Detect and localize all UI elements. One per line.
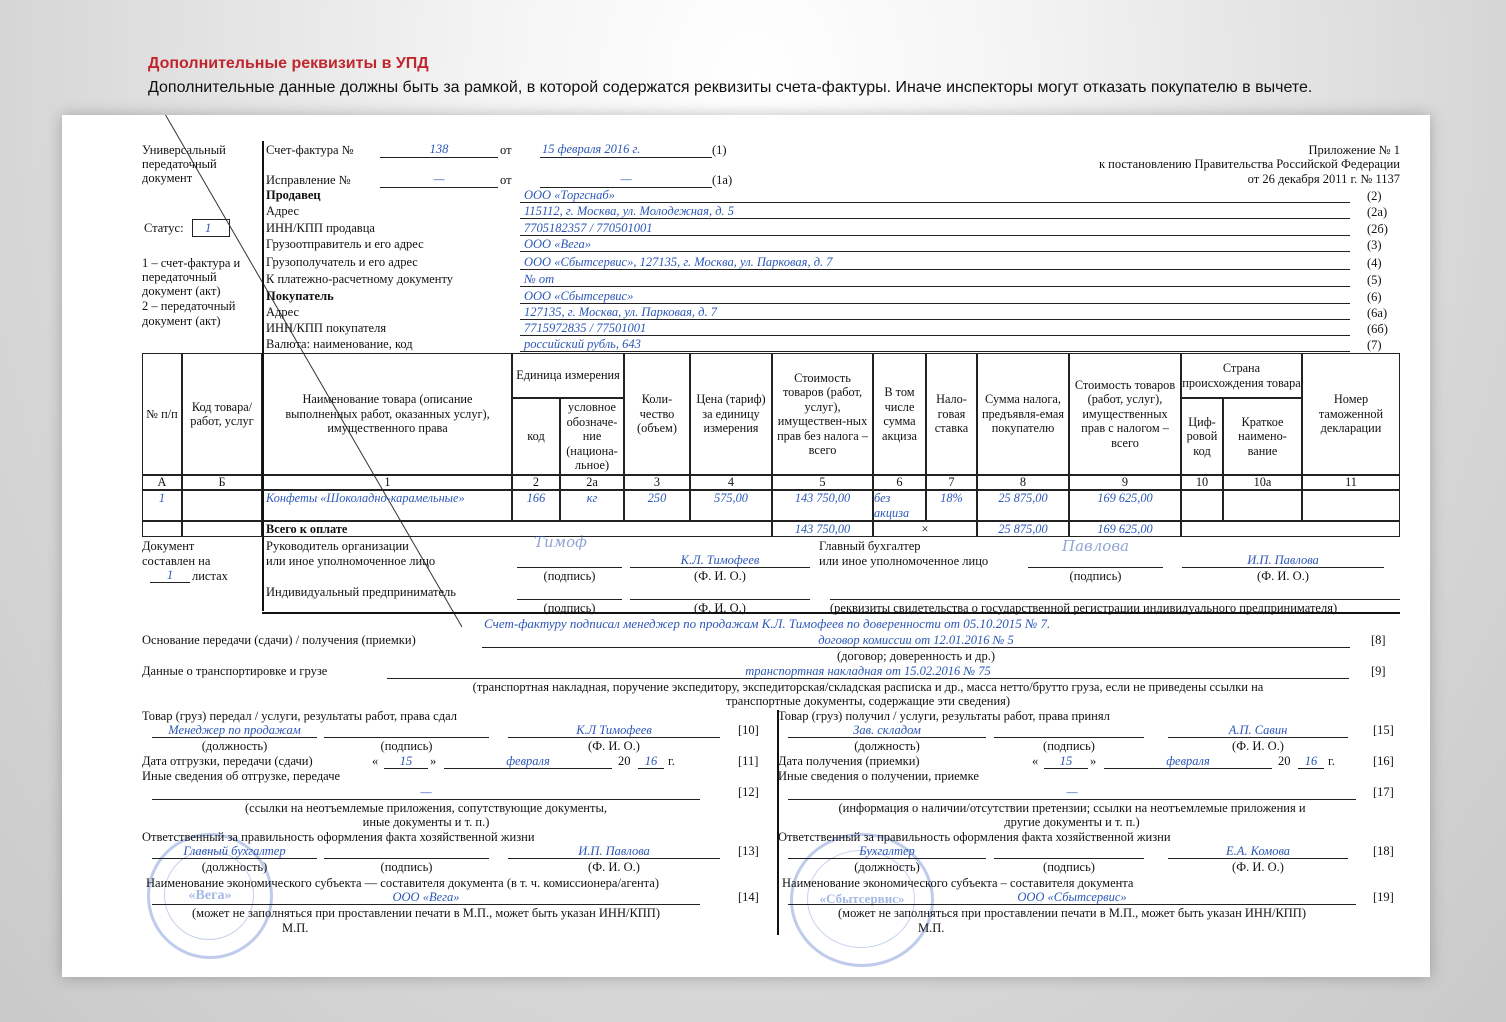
from-label: от xyxy=(500,143,512,157)
total-cell: × xyxy=(873,521,977,537)
header-cell: код xyxy=(512,398,560,475)
year-value: 16 xyxy=(1304,754,1318,768)
field-code: (6) xyxy=(1367,290,1382,304)
total-label: Всего к оплате xyxy=(262,521,772,537)
other-caption: другие документы и т. п.) xyxy=(1004,815,1140,829)
field-label: Грузополучатель и его адрес xyxy=(266,255,418,269)
underline xyxy=(152,737,317,738)
column-index: 10а xyxy=(1223,475,1302,490)
total-cell: 169 625,00 xyxy=(1069,521,1181,537)
underline xyxy=(520,286,1350,287)
day-value: 15 xyxy=(1059,754,1073,768)
code: [12] xyxy=(738,785,759,799)
underline xyxy=(520,218,1350,219)
table-cell xyxy=(873,490,926,521)
entity-label: Наименование экономического субъекта – составителя документа xyxy=(782,876,1134,890)
header-cell: Единица измерения xyxy=(512,353,624,398)
field-value: 127135, г. Москва, ул. Парковая, д. 7 xyxy=(524,305,717,319)
underline xyxy=(520,269,1350,270)
date-label: Дата получения (приемки) xyxy=(778,754,920,768)
underline xyxy=(517,599,622,600)
fio-caption: (Ф. И. О.) xyxy=(588,739,640,753)
status-value: 1 xyxy=(205,221,212,235)
mp-label: М.П. xyxy=(918,921,945,935)
responsible-label: Ответственный за правильность оформления факта хозяйственной жизни xyxy=(778,830,1171,844)
header-cell: Стоимость товаров (работ, услуг), имуществен-ных прав без налога – всего xyxy=(772,353,873,475)
sign-caption: (подпись) xyxy=(543,601,596,615)
code: [15] xyxy=(1373,723,1394,737)
position-caption: (должность) xyxy=(854,860,920,874)
column-index: А xyxy=(142,475,182,490)
correction-date: — xyxy=(620,172,632,186)
seal-vega: «Вега» xyxy=(147,833,273,959)
header-cell: Номер таможенной декларации xyxy=(1302,353,1400,475)
other-value: — xyxy=(1066,785,1078,799)
status-label: Статус: xyxy=(144,221,184,235)
basis-label: Основание передачи (сдачи) / получения (приемки) xyxy=(142,633,416,647)
upd-document xyxy=(62,115,1430,977)
table-cell xyxy=(182,490,262,521)
fio-caption: (Ф. И. О.) xyxy=(1232,860,1284,874)
header-cell: Нало-говая ставка xyxy=(926,353,977,475)
mp-label: М.П. xyxy=(282,921,309,935)
column-index: 5 xyxy=(772,475,873,490)
basis-caption: (договор; доверенность и др.) xyxy=(836,649,996,663)
ip-label: Индивидуальный предприниматель xyxy=(266,585,456,599)
excise-text: без xyxy=(874,491,891,505)
annotation-text: Дополнительные данные должны быть за рамкой, в которой содержатся реквизиты счета-фактуры. Иначе инспекторы могут отказать покупателю в вычете. xyxy=(148,79,1313,96)
field-code: (4) xyxy=(1367,256,1382,270)
field-label: К платежно-расчетному документу xyxy=(266,272,454,286)
doc-made: Документ xyxy=(142,539,195,553)
column-index: 2 xyxy=(512,475,560,490)
sign-caption: (подпись) xyxy=(380,860,433,874)
underline xyxy=(152,858,317,859)
field-label: Продавец xyxy=(266,188,321,202)
fio-caption: (Ф. И. О.) xyxy=(1232,739,1284,753)
underline xyxy=(520,303,1350,304)
underline xyxy=(520,251,1350,252)
underline xyxy=(324,737,489,738)
table-cell: 1 xyxy=(142,490,182,521)
resp-position: Главный бухгалтер xyxy=(183,844,286,858)
field-value: 7705182357 / 770501001 xyxy=(524,221,653,235)
quote-close: » xyxy=(1090,754,1097,768)
entity-value: ООО «Сбытсервис» xyxy=(1017,890,1127,904)
underline xyxy=(1168,737,1348,738)
underline xyxy=(1168,858,1348,859)
fio-caption: (Ф. И. О.) xyxy=(588,860,640,874)
position-caption: (должность) xyxy=(201,739,268,753)
column-index: 10 xyxy=(1181,475,1223,490)
underline xyxy=(630,599,810,600)
seal-sbytservis: «Сбытсервис» xyxy=(790,833,934,967)
underline xyxy=(520,319,1350,320)
header-cell: В том числе сумма акциза xyxy=(873,353,926,475)
month-value: февраля xyxy=(506,754,550,768)
basis-value: договор комиссии от 12.01.2016 № 5 xyxy=(818,633,1014,647)
underline xyxy=(150,582,190,583)
table-cell xyxy=(1223,490,1302,521)
accountant-label: или иное уполномоченное лицо xyxy=(819,554,989,568)
header-cell: Страна происхождения товара xyxy=(1181,353,1302,398)
transfer-label: Товар (груз) получил / услуги, результаты работ, права принял xyxy=(778,709,1110,723)
code: [16] xyxy=(1373,754,1394,768)
underline xyxy=(520,351,1350,352)
table-cell: Конфеты «Шоколадно-карамельные» xyxy=(262,490,512,521)
from-label: от xyxy=(500,173,512,187)
signer-note: Счет-фактуру подписал менеджер по продажам К.Л. Тимофеев по доверенности от 05.10.2015 № 7. xyxy=(484,616,1051,631)
header-cell: Наименование товара (описание выполненных работ, оказанных услуг), имущественного права xyxy=(262,353,512,475)
signature-image: Павлова xyxy=(1062,537,1130,555)
underline xyxy=(380,157,498,158)
field-value: № от xyxy=(524,272,555,286)
responsible-label: Ответственный за правильность оформления факта хозяйственной жизни xyxy=(142,830,535,844)
correction-no: — xyxy=(433,172,445,186)
table-cell xyxy=(1181,490,1223,521)
position-value: Зав. складом xyxy=(853,723,921,737)
sign-caption: (подпись) xyxy=(380,739,433,753)
ip-caption: (реквизиты свидетельства о государственной регистрации индивидуального предпринимателя) xyxy=(830,601,1338,615)
status-note: 1 – счет-фактура и xyxy=(142,256,241,270)
column-index: 4 xyxy=(690,475,772,490)
code: [19] xyxy=(1373,890,1394,904)
column-index: 2а xyxy=(560,475,624,490)
header-cell: Сумма налога, предъявля-емая покупателю xyxy=(977,353,1069,475)
other-caption: иные документы и т. п.) xyxy=(362,815,490,829)
table-cell: 575,00 xyxy=(690,490,772,521)
code: [14] xyxy=(738,890,759,904)
table-cell xyxy=(142,521,182,537)
field-label: ИНН/КПП продавца xyxy=(266,221,375,235)
underline xyxy=(1044,768,1088,769)
invoice-date: 15 февраля 2016 г. xyxy=(542,142,641,156)
underline xyxy=(994,858,1144,859)
year-suffix: г. xyxy=(668,754,675,768)
underline xyxy=(540,157,712,158)
table-cell: 18% xyxy=(926,490,977,521)
underline xyxy=(520,235,1350,236)
entity-label: Наименование экономического субъекта — составителя документа (в т. ч. комиссионера/агента) xyxy=(146,876,660,890)
field-code: (2б) xyxy=(1367,222,1388,236)
resp-name: И.П. Павлова xyxy=(578,844,650,858)
position-value: Менеджер по продажам xyxy=(168,723,301,737)
underline xyxy=(630,567,810,568)
field-code: (2а) xyxy=(1367,205,1388,219)
underline xyxy=(638,768,664,769)
fio-caption: (Ф. И. О.) xyxy=(1257,569,1309,583)
entity-caption: (может не заполняться при проставлении печати в М.П., может быть указан ИНН/КПП) xyxy=(192,906,660,920)
head-label: или иное уполномоченное лицо xyxy=(266,554,436,568)
code: (1) xyxy=(712,143,727,157)
fio-caption: (Ф. И. О.) xyxy=(694,569,746,583)
underline xyxy=(1028,567,1163,568)
total-cell: 25 875,00 xyxy=(977,521,1069,537)
column-index: 7 xyxy=(926,475,977,490)
other-label: Иные сведения об отгрузке, передаче xyxy=(142,769,341,783)
field-code: (6а) xyxy=(1367,306,1388,320)
total-cell: 143 750,00 xyxy=(772,521,873,537)
sign-caption: (подпись) xyxy=(1043,739,1095,753)
field-value: ООО «Торгснаб» xyxy=(524,188,615,202)
field-value: ООО «Сбытсервис», 127135, г. Москва, ул. Парковая, д. 7 xyxy=(524,255,833,269)
field-label: Адрес xyxy=(266,204,300,218)
other-label: Иные сведения о получении, приемке xyxy=(778,769,979,783)
underline xyxy=(380,187,498,188)
underline xyxy=(152,799,700,800)
underline xyxy=(387,678,1349,679)
year-prefix: 20 xyxy=(1278,754,1291,768)
quote-close: » xyxy=(430,754,437,768)
date-label: Дата отгрузки, передачи (сдачи) xyxy=(142,754,313,768)
head-label: Руководитель организации xyxy=(266,539,409,553)
underline xyxy=(152,904,700,905)
underline xyxy=(788,799,1356,800)
column-index: 9 xyxy=(1069,475,1181,490)
field-label: Адрес xyxy=(266,305,300,319)
code: [11] xyxy=(738,754,759,768)
underline xyxy=(788,858,986,859)
sheets-no: 1 xyxy=(166,568,174,582)
status-note: документ (акт) xyxy=(142,284,221,298)
other-caption: (информация о наличии/отсутствии претензии; ссылки на неотъемлемые приложения и xyxy=(838,801,1306,815)
header-cell: № п/п xyxy=(142,353,182,475)
table-cell: 143 750,00 xyxy=(772,490,873,521)
doc-made: составлен на xyxy=(142,554,211,568)
position-caption: (должность) xyxy=(201,860,268,874)
doc-kind: Универсальный xyxy=(142,143,226,157)
appendix: Приложение № 1 xyxy=(1308,143,1400,157)
month-value: февраля xyxy=(1166,754,1210,768)
accountant-name: И.П. Павлова xyxy=(1247,553,1319,567)
underline xyxy=(520,202,1350,203)
table-cell: 25 875,00 xyxy=(977,490,1069,521)
header-cell: Коли-чество (объем) xyxy=(624,353,690,475)
column-index: 8 xyxy=(977,475,1069,490)
underline xyxy=(384,768,428,769)
table-cell xyxy=(1181,521,1400,537)
column-index: 6 xyxy=(873,475,926,490)
status-note: документ (акт) xyxy=(142,314,221,328)
code: [18] xyxy=(1373,844,1394,858)
correction-label: Исправление № xyxy=(266,173,351,187)
underline xyxy=(517,567,622,568)
field-code: (3) xyxy=(1367,238,1382,252)
transport-caption: (транспортная накладная, поручение экспедитору, экспедиторская/складская расписка и др., масса нетто/брутто груза, если не приведены ссылки на xyxy=(472,680,1264,694)
signature-image: Тимоф xyxy=(534,533,587,551)
day-value: 15 xyxy=(399,754,413,768)
appendix: к постановлению Правительства Российской Федерации xyxy=(1098,157,1400,171)
transfer-label: Товар (груз) передал / услуги, результаты работ, права сдал xyxy=(142,709,457,723)
field-label: Покупатель xyxy=(266,289,334,303)
column-divider xyxy=(777,710,779,935)
position-caption: (должность) xyxy=(854,739,920,753)
name-value: К.Л Тимофеев xyxy=(576,723,652,737)
header-cell: Циф-ровой код xyxy=(1181,398,1223,475)
quote-open: « xyxy=(1032,754,1039,768)
underline xyxy=(324,858,489,859)
underline xyxy=(520,335,1350,336)
code: [10] xyxy=(738,723,759,737)
header-cell: Код товара/ работ, услуг xyxy=(182,353,262,475)
header-cell: Стоимость товаров (работ, услуг), имущественных прав с налогом – всего xyxy=(1069,353,1181,475)
head-name: К.Л. Тимофеев xyxy=(680,553,760,567)
field-value: 115112, г. Москва, ул. Молодежная, д. 5 xyxy=(524,204,735,218)
frame-border xyxy=(262,612,1400,614)
field-value: ООО «Сбытсервис» xyxy=(524,289,634,303)
transport-value: транспортная накладная от 15.02.2016 № 75 xyxy=(745,664,991,678)
column-index: 3 xyxy=(624,475,690,490)
table-cell xyxy=(182,521,262,537)
sign-caption: (подпись) xyxy=(1043,860,1095,874)
code: [13] xyxy=(738,844,759,858)
doc-kind: документ xyxy=(142,171,193,185)
table-cell: 169 625,00 xyxy=(1069,490,1181,521)
resp-position: Бухгалтер xyxy=(859,844,915,858)
underline xyxy=(788,737,986,738)
other-caption: (ссылки на неотъемлемые приложения, сопутствующие документы, xyxy=(245,801,607,815)
field-code: (6б) xyxy=(1367,322,1388,336)
column-index: 1 xyxy=(262,475,512,490)
underline xyxy=(482,647,1350,648)
year-value: 16 xyxy=(644,754,658,768)
entity-value: ООО «Вега» xyxy=(392,890,460,904)
header-cell: условное обозначе-ние (национа-льное) xyxy=(560,398,624,475)
transport-label: Данные о транспортировке и грузе xyxy=(142,664,328,678)
field-code: (2) xyxy=(1367,189,1382,203)
underline xyxy=(788,904,1356,905)
invoice-label: Счет-фактура № xyxy=(266,143,354,157)
status-note: передаточный xyxy=(142,270,217,284)
underline xyxy=(1104,768,1272,769)
header-cell: Цена (тариф) за единицу измерения xyxy=(690,353,772,475)
doc-kind: передаточный xyxy=(142,157,217,171)
other-value: — xyxy=(420,785,432,799)
code: [8] xyxy=(1371,633,1386,647)
sign-caption: (подпись) xyxy=(543,569,596,583)
underline xyxy=(444,768,612,769)
status-note: 2 – передаточный xyxy=(142,299,236,313)
underline xyxy=(1182,567,1384,568)
field-value: ООО «Вега» xyxy=(524,237,592,251)
field-code: (5) xyxy=(1367,273,1382,287)
excise-text: акциза xyxy=(874,505,910,520)
code: (1а) xyxy=(712,173,733,187)
underline xyxy=(508,858,720,859)
field-label: Грузоотправитель и его адрес xyxy=(266,237,424,251)
field-label: Валюта: наименование, код xyxy=(266,337,413,351)
entity-caption: (может не заполняться при проставлении печати в М.П., может быть указан ИНН/КПП) xyxy=(838,906,1306,920)
table-cell: 250 xyxy=(624,490,690,521)
fio-caption: (Ф. И. О.) xyxy=(694,601,746,615)
field-label: ИНН/КПП покупателя xyxy=(266,321,387,335)
invoice-no: 138 xyxy=(429,142,449,156)
underline xyxy=(508,737,720,738)
transport-caption: транспортные документы, содержащие эти сведения) xyxy=(725,694,1011,708)
field-value: 7715972835 / 77501001 xyxy=(524,321,647,335)
table-cell: 166 xyxy=(512,490,560,521)
accountant-label: Главный бухгалтер xyxy=(819,539,921,553)
column-index: Б xyxy=(182,475,262,490)
name-value: А.П. Савин xyxy=(1228,723,1288,737)
underline xyxy=(1298,768,1324,769)
sheets-label: листах xyxy=(192,569,228,583)
year-prefix: 20 xyxy=(618,754,631,768)
table-cell xyxy=(1302,490,1400,521)
code: [17] xyxy=(1373,785,1394,799)
annotation-title: Дополнительные реквизиты в УПД xyxy=(148,55,429,72)
sign-caption: (подпись) xyxy=(1069,569,1122,583)
resp-name: Е.А. Комова xyxy=(1225,844,1291,858)
quote-open: « xyxy=(372,754,379,768)
code: [9] xyxy=(1371,664,1386,678)
appendix: от 26 декабря 2011 г. № 1137 xyxy=(1247,172,1400,186)
field-code: (7) xyxy=(1367,338,1382,352)
header-cell: Краткое наимено-вание xyxy=(1223,398,1302,475)
field-value: российский рубль, 643 xyxy=(524,337,641,351)
table-cell: кг xyxy=(560,490,624,521)
underline xyxy=(830,599,1400,600)
underline xyxy=(994,737,1144,738)
column-index: 11 xyxy=(1302,475,1400,490)
year-suffix: г. xyxy=(1328,754,1335,768)
